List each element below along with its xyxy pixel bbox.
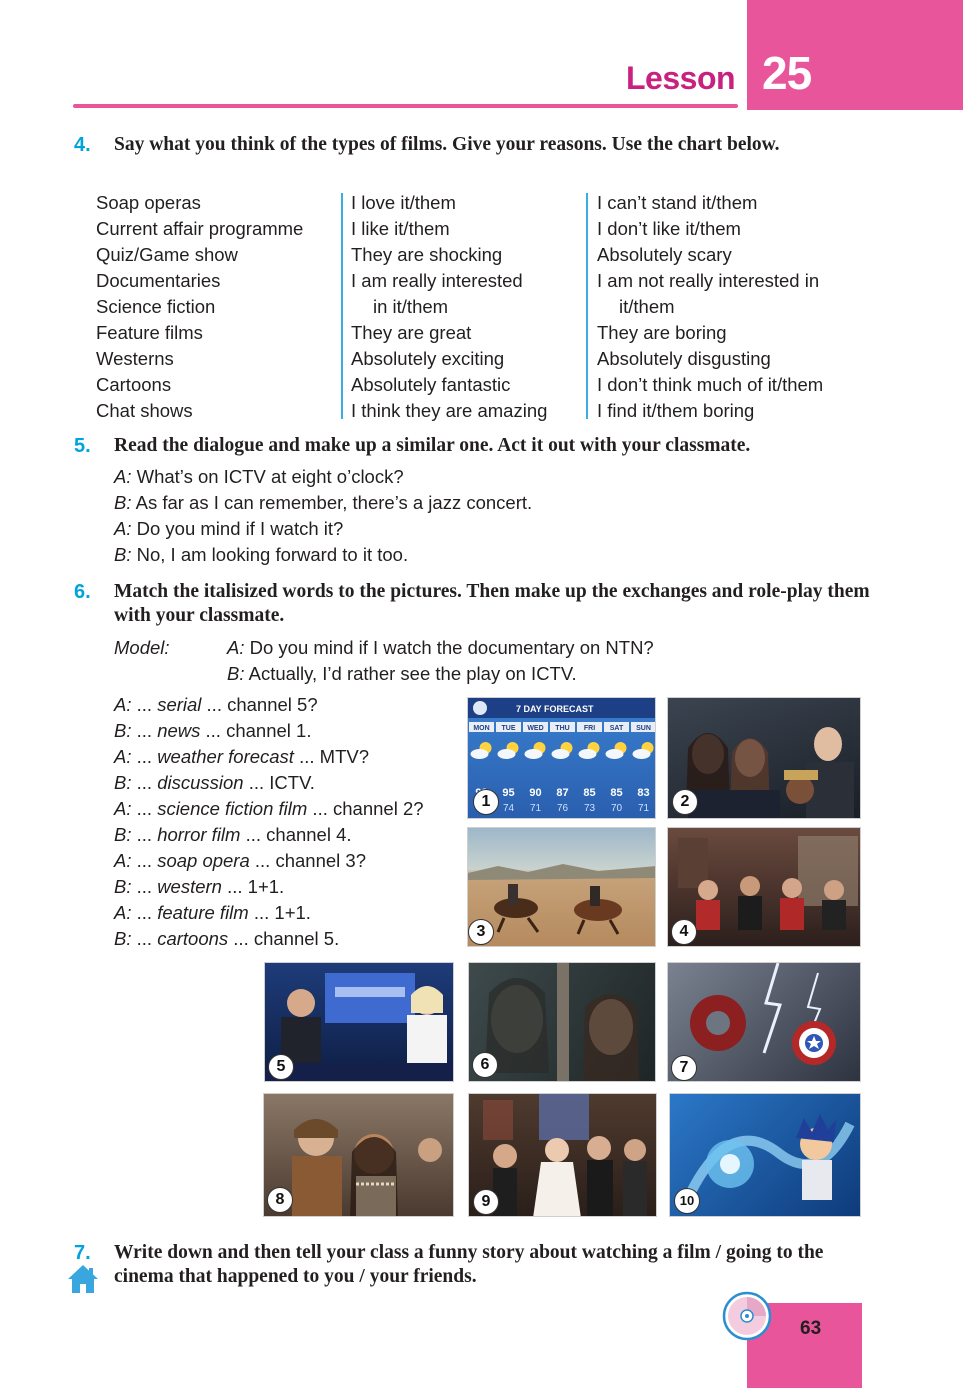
- stained-glass-window: [483, 1100, 513, 1140]
- forecast-temps: [475, 787, 649, 814]
- page-number: 63: [800, 1318, 822, 1339]
- speaker: A:: [114, 518, 132, 539]
- forecast-day: SUN: [636, 725, 651, 732]
- groom-suit: [587, 1160, 613, 1217]
- cd-icon: [722, 1291, 772, 1341]
- column-divider: [586, 193, 588, 419]
- italic-term: weather forecast: [157, 746, 294, 767]
- forecast-day: WED: [527, 725, 544, 732]
- speaker: B:: [114, 928, 132, 949]
- italic-term: soap opera: [157, 850, 250, 871]
- screen-banner: [335, 987, 405, 997]
- opinion: in it/them: [373, 296, 449, 317]
- hero-helmet: [706, 1011, 730, 1035]
- person-face: [786, 776, 814, 804]
- italic-term: cartoons: [157, 928, 229, 949]
- forecast-high: 85: [583, 787, 596, 799]
- header-rule: [73, 104, 738, 108]
- italic-term: feature film: [157, 902, 249, 923]
- cloud-icon: [606, 749, 624, 759]
- ellipsis: ...: [131, 772, 158, 793]
- channel-text: ... channel 3?: [249, 850, 366, 871]
- woman-clothing: [356, 1176, 396, 1217]
- cloud-icon: [471, 749, 489, 759]
- picture-number: 7: [671, 1055, 697, 1081]
- dialogue-line: [114, 516, 532, 542]
- forecast-high: 90: [529, 787, 542, 799]
- speaker: B:: [227, 663, 245, 684]
- picture-number: 4: [671, 919, 697, 945]
- speaker: A:: [114, 798, 132, 819]
- picture-number: 2: [672, 789, 698, 815]
- guest-face: [493, 1144, 517, 1168]
- speaker: A:: [114, 902, 132, 923]
- exchange-line: [114, 796, 424, 822]
- task-6-instruction: Match the italisized words to the pictures. Then make up the exchanges and role-play them with your classmate.: [114, 581, 870, 626]
- forecast-high: 95: [502, 787, 515, 799]
- opinion: Absolutely exciting: [351, 348, 505, 369]
- guest-face: [624, 1139, 646, 1161]
- forecast-title: 7 DAY FORECAST: [516, 704, 594, 714]
- italic-term: serial: [157, 694, 202, 715]
- film-type: Feature films: [96, 322, 203, 343]
- forecast-low: 73: [583, 803, 596, 814]
- exchange-line: [114, 926, 424, 952]
- opinion: Absolutely disgusting: [597, 348, 771, 369]
- channel-text: ... ICTV.: [243, 772, 315, 793]
- shelf: [678, 838, 708, 888]
- picture-number: 8: [267, 1187, 293, 1213]
- model-line: [227, 661, 654, 687]
- forecast-low: 76: [556, 803, 569, 814]
- guest-body: [822, 900, 846, 930]
- forecast-days: [469, 722, 656, 732]
- bride-face: [545, 1138, 569, 1162]
- dialogue-line: [114, 542, 532, 568]
- jackets: [688, 790, 780, 819]
- lesson-title: Lesson: [626, 60, 736, 96]
- opinion: I find it/them boring: [597, 400, 755, 421]
- person-face: [814, 727, 842, 761]
- picture-number: 9: [473, 1189, 499, 1215]
- speaker: A:: [114, 694, 132, 715]
- picture-number: 5: [268, 1054, 294, 1080]
- cartoon-hair: [796, 1114, 836, 1142]
- cd-hole: [745, 1314, 749, 1318]
- groom-face: [587, 1136, 611, 1160]
- line-text: Do you mind if I watch it?: [131, 518, 344, 539]
- hills: [468, 864, 656, 880]
- western-illustration: [468, 828, 656, 947]
- ellipsis: ...: [131, 928, 158, 949]
- opinion: They are great: [351, 322, 472, 343]
- science-fiction-illustration: [668, 963, 861, 1082]
- dialogue-line: [114, 490, 532, 516]
- film-type: Chat shows: [96, 400, 193, 421]
- speaker: B:: [114, 772, 132, 793]
- positive-opinions-column: [351, 190, 547, 424]
- channel-text: ... MTV?: [293, 746, 369, 767]
- opinion: They are boring: [597, 322, 727, 343]
- spinning-top-core: [720, 1154, 740, 1174]
- model-line: [227, 635, 654, 661]
- chimney: [89, 1268, 93, 1275]
- film-type: Cartoons: [96, 374, 172, 395]
- picture-number: 10: [674, 1188, 700, 1214]
- door-frame: [557, 963, 569, 1082]
- exchange-line: [114, 874, 424, 900]
- ellipsis: ...: [131, 824, 158, 845]
- anchor-hair: [411, 986, 443, 1013]
- opinion: I think they are amazing: [351, 400, 548, 421]
- speaker: A:: [114, 466, 132, 487]
- negative-opinions-column: [597, 190, 823, 424]
- guest: [740, 876, 760, 896]
- model-label: Model:: [114, 637, 170, 658]
- opinion: I am not really interested in: [597, 270, 820, 291]
- opinion: They are shocking: [351, 244, 503, 265]
- exchange-line: [114, 848, 424, 874]
- man-clothing: [292, 1156, 342, 1217]
- rider: [508, 884, 518, 904]
- cap: [784, 770, 818, 780]
- stained-glass-window: [539, 1094, 589, 1140]
- italic-term: horror film: [157, 824, 241, 845]
- opinion: I am really interested: [351, 270, 523, 291]
- guest-dress: [493, 1168, 517, 1217]
- person-face: [418, 1138, 442, 1162]
- guest: [824, 880, 844, 900]
- man-hair: [294, 1119, 338, 1138]
- film-type: Quiz/Game show: [96, 244, 238, 265]
- task-4-number: 4.: [74, 134, 91, 156]
- speaker: A:: [114, 850, 132, 871]
- speaker: B:: [114, 824, 132, 845]
- ellipsis: ...: [131, 798, 158, 819]
- opinion: I don’t think much of it/them: [597, 374, 824, 395]
- channel-text: ... channel 2?: [307, 798, 424, 819]
- opinion: I love it/them: [351, 192, 456, 213]
- exchange-line: [114, 900, 424, 926]
- line-text: What’s on ICTV at eight o’clock?: [131, 466, 404, 487]
- ellipsis: ...: [131, 746, 158, 767]
- speaker: B:: [114, 492, 132, 513]
- italic-term: discussion: [157, 772, 244, 793]
- anchor-man: [287, 989, 315, 1017]
- speaker: B:: [114, 720, 132, 741]
- task-7-number: 7.: [74, 1242, 91, 1264]
- speaker: A:: [114, 746, 132, 767]
- picture-number: 1: [473, 789, 499, 815]
- opinion: I can’t stand it/them: [597, 192, 758, 213]
- speaker: B:: [114, 544, 132, 565]
- speaker: A:: [227, 637, 245, 658]
- wedding-dress: [533, 1162, 581, 1217]
- guest-suit: [623, 1161, 647, 1217]
- exchange-line: [114, 822, 424, 848]
- film-type: Current affair programme: [96, 218, 304, 239]
- cloud-icon: [579, 749, 597, 759]
- line-text: No, I am looking forward to it too.: [131, 544, 409, 565]
- task-5-instruction: Read the dialogue and make up a similar one. Act it out with your classmate.: [114, 435, 751, 456]
- exchange-line: [114, 770, 424, 796]
- channel-text: ... channel 4.: [240, 824, 352, 845]
- guest: [782, 878, 802, 898]
- dialogue-line: [114, 464, 532, 490]
- speaker: B:: [114, 876, 132, 897]
- ellipsis: ...: [131, 902, 158, 923]
- opinion: Absolutely scary: [597, 244, 732, 265]
- line-text: As far as I can remember, there’s a jazz concert.: [131, 492, 533, 513]
- line-text: Do you mind if I watch the documentary on NTN?: [244, 637, 654, 658]
- station-logo: [473, 701, 487, 715]
- exchange-line: [114, 718, 424, 744]
- forecast-low: 71: [637, 803, 650, 814]
- forecast-high: 83: [637, 787, 650, 799]
- discussion-illustration: [668, 828, 861, 947]
- italic-term: western: [157, 876, 222, 897]
- lesson-number: 25: [762, 47, 812, 99]
- opinion: Absolutely fantastic: [351, 374, 511, 395]
- chair: [780, 898, 804, 930]
- channel-text: ... channel 1.: [200, 720, 312, 741]
- ellipsis: ...: [131, 720, 158, 741]
- ellipsis: ...: [131, 850, 158, 871]
- forecast-day: SAT: [609, 725, 624, 732]
- rider: [590, 886, 600, 906]
- task-7-instruction: Write down and then tell your class a funny story about watching a film / going to the cinema that happened to you / your friends.: [114, 1242, 824, 1287]
- film-types-column: [96, 190, 303, 424]
- opinion: it/them: [619, 296, 675, 317]
- cloud-icon: [552, 749, 570, 759]
- forecast-day: TUE: [501, 725, 516, 732]
- task-4-instruction: Say what you think of the types of films. Give your reasons. Use the chart below.: [114, 134, 780, 155]
- forecast-low: 71: [529, 803, 542, 814]
- home-icon: [66, 1263, 100, 1295]
- forecast-day: THU: [555, 725, 570, 732]
- dialogue: [114, 464, 532, 568]
- ellipsis: ...: [131, 876, 158, 897]
- guest-body: [738, 896, 762, 930]
- task-5-number: 5.: [74, 435, 91, 457]
- home-shape: [68, 1265, 98, 1293]
- forecast-low: 74: [502, 803, 515, 814]
- cloud-icon: [498, 749, 516, 759]
- picture-number: 6: [472, 1052, 498, 1078]
- anchor-jacket: [407, 1015, 447, 1067]
- cartoon-body: [802, 1160, 832, 1200]
- cloud-icon: [633, 749, 651, 759]
- channel-text: ... channel 5?: [201, 694, 318, 715]
- channel-text: ... 1+1.: [248, 902, 311, 923]
- forecast-high: 85: [610, 787, 623, 799]
- cloud-icon: [525, 749, 543, 759]
- film-type: Westerns: [96, 348, 174, 369]
- forecast-high: 87: [556, 787, 569, 799]
- picture-number: 3: [468, 919, 494, 945]
- exchange-line: [114, 692, 424, 718]
- forecast-day: FRI: [583, 725, 596, 732]
- italic-term: science fiction film: [157, 798, 308, 819]
- film-type: Soap operas: [96, 192, 201, 213]
- ellipsis: ...: [131, 694, 158, 715]
- lightning: [764, 963, 780, 1053]
- channel-text: ... 1+1.: [221, 876, 285, 897]
- exchange-prompts: [114, 692, 424, 952]
- opinion: I don’t like it/them: [597, 218, 741, 239]
- column-divider: [341, 193, 343, 419]
- forecast-icons: [471, 742, 654, 759]
- guest: [698, 880, 718, 900]
- opinion: I like it/them: [351, 218, 450, 239]
- film-type: Documentaries: [96, 270, 221, 291]
- task-6-number: 6.: [74, 581, 91, 603]
- model-dialogue: [227, 635, 654, 687]
- picture-western: [467, 827, 656, 947]
- chair: [696, 900, 720, 930]
- channel-text: ... channel 5.: [228, 928, 340, 949]
- woman-hair: [583, 994, 639, 1082]
- italic-term: news: [157, 720, 201, 741]
- line-text: Actually, I’d rather see the play on ICTV.: [244, 663, 577, 684]
- film-type: Science fiction: [96, 296, 216, 317]
- exchange-line: [114, 744, 424, 770]
- studio-screen: [325, 973, 415, 1023]
- forecast-low: 70: [610, 803, 623, 814]
- forecast-day: MON: [473, 725, 490, 732]
